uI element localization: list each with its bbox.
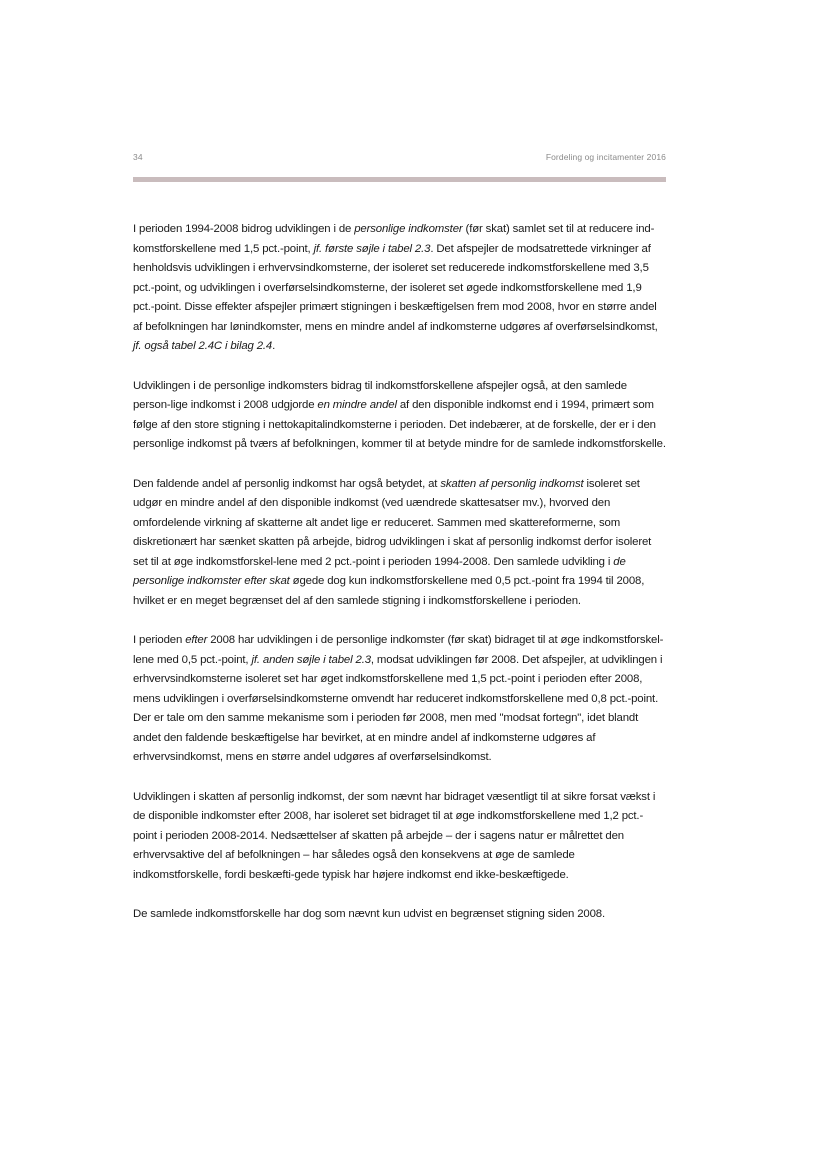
text-run: Den faldende andel af personlig indkomst har også betydet, at <box>133 477 441 490</box>
paragraph <box>133 377 666 455</box>
emphasis: efter <box>185 634 208 646</box>
text-run: Udviklingen i de personlige indkomsters bidrag til indkomstforskellene afspejler også, at den samlede person-lige indkomst i 2008 udgjorde <box>133 379 627 411</box>
table-reference: jf. første søjle i tabel 2.3 <box>313 242 431 255</box>
text-run: . <box>272 340 276 352</box>
text-run: I perioden <box>133 634 186 646</box>
publication-title: Fordeling og incitamenter 2016 <box>545 152 666 162</box>
emphasis: skatten af personlig indkomst <box>440 477 584 490</box>
paragraph <box>133 788 666 886</box>
emphasis: personlige indkomster <box>354 223 463 235</box>
text-run: . Det afspejler de modsatrettede virkninger af henholdsvis udviklingen i erhvervsindkomsterne, der isoleret set reducerede indkomstforskellene med 3,5 pct.-point, og udviklingen i overførselsindkomsterne, der isoleret set øgede indkomstforskellene med 1,9 pct.-point. Disse effekter afspejler primært stigningen i beskæftigelsen frem mod 2008, hvor en større andel af befolkningen har lønindkomster, mens en mindre andel af indkomsterne udgøres af overførselsindkomst, <box>133 242 658 333</box>
running-header <box>133 152 666 168</box>
paragraph <box>133 220 666 357</box>
text-run: (før skat) samlet set til at reducere ind-komstforskellene med 1,5 pct.-point, <box>133 223 655 255</box>
text-run: Udviklingen i skatten af personlig indkomst, der som nævnt har bidraget væsentligt til at sikre forsat vækst i de disponible indkomster efter 2008, har isoleret set bidraget til at øge indkomstforskellene med 1,2 pct.-point i perioden 2008-2014. Nedsættelser af skatten på arbejde – der i sagens natur er målrettet den erhvervsaktive del af befolkningen – har således også den konsekvens at øge de samlede indkomstforskelle, fordi beskæfti-gede typisk har højere indkomst end ikke-beskæftigede. <box>133 790 656 881</box>
paragraph <box>133 905 666 925</box>
paragraph <box>133 631 666 768</box>
text-run: I perioden 1994-2008 bidrog udviklingen i de <box>133 223 355 235</box>
header-rule <box>133 177 666 182</box>
table-reference: jf. også tabel 2.4C i bilag 2.4 <box>133 340 273 352</box>
paragraph <box>133 475 666 612</box>
text-run: isoleret set udgør en mindre andel af den disponible indkomst (ved uændrede skattesatser mv.), hvorved den omfordelende virkning af skatterne alt andet lige er reduceret. Sammen med skattereformerne, som diskretionært har sænket skatten på arbejde, bidrog udviklingen i skat af personlig indkomst derfor isoleret set til at øge indkomstforskel-lene med 2 pct.-point i perioden 1994-2008. Den samlede udvikling i <box>133 477 652 568</box>
text-run: af den disponible indkomst end i 1994, primært som følge af den store stigning i nettokapitalindkomsterne i perioden. Det indebærer, at de forskelle, der er i den personlige indkomst på tværs af befolkningen, kommer til at betyde mindre for de samlede indkomstforskelle. <box>133 399 666 450</box>
text-run: De samlede indkomstforskelle har dog som nævnt kun udvist en begrænset stigning siden 2008. <box>133 908 605 920</box>
emphasis: en mindre andel <box>317 399 397 411</box>
text-run: , modsat udviklingen før 2008. Det afspejler, at udviklingen i erhvervsindkomsterne isoleret set har øget indkomstforskellene med 1,5 pct.-point i perioden efter 2008, mens udviklingen i overførselsindkomsterne omvendt har reduceret indkomstforskellene med 0,8 pct.-point. Der er tale om den samme mekanisme som i perioden før 2008, men med "modsat fortegn", idet blandt andet den faldende beskæftigelse har bevirket, at en mindre andel af indkomsterne udgøres af erhvervsindkomst, mens en større andel udgøres af overførselsindkomst. <box>133 653 663 763</box>
table-reference: jf. anden søjle i tabel 2.3 <box>251 653 371 666</box>
text-run: øgede dog kun indkomstforskellene med 0,5 pct.-point fra 1994 til 2008, hvilket er en meget begrænset del af den samlede stigning i indkomstforskellene i perioden. <box>133 575 645 607</box>
body-text <box>133 220 666 945</box>
emphasis: de personlige indkomster efter skat <box>133 555 626 587</box>
text-run: 2008 har udviklingen i de personlige indkomster (før skat) bidraget til at øge indkomstforskel-lene med 0,5 pct.-point, <box>133 634 664 666</box>
page-number: 34 <box>133 152 143 162</box>
